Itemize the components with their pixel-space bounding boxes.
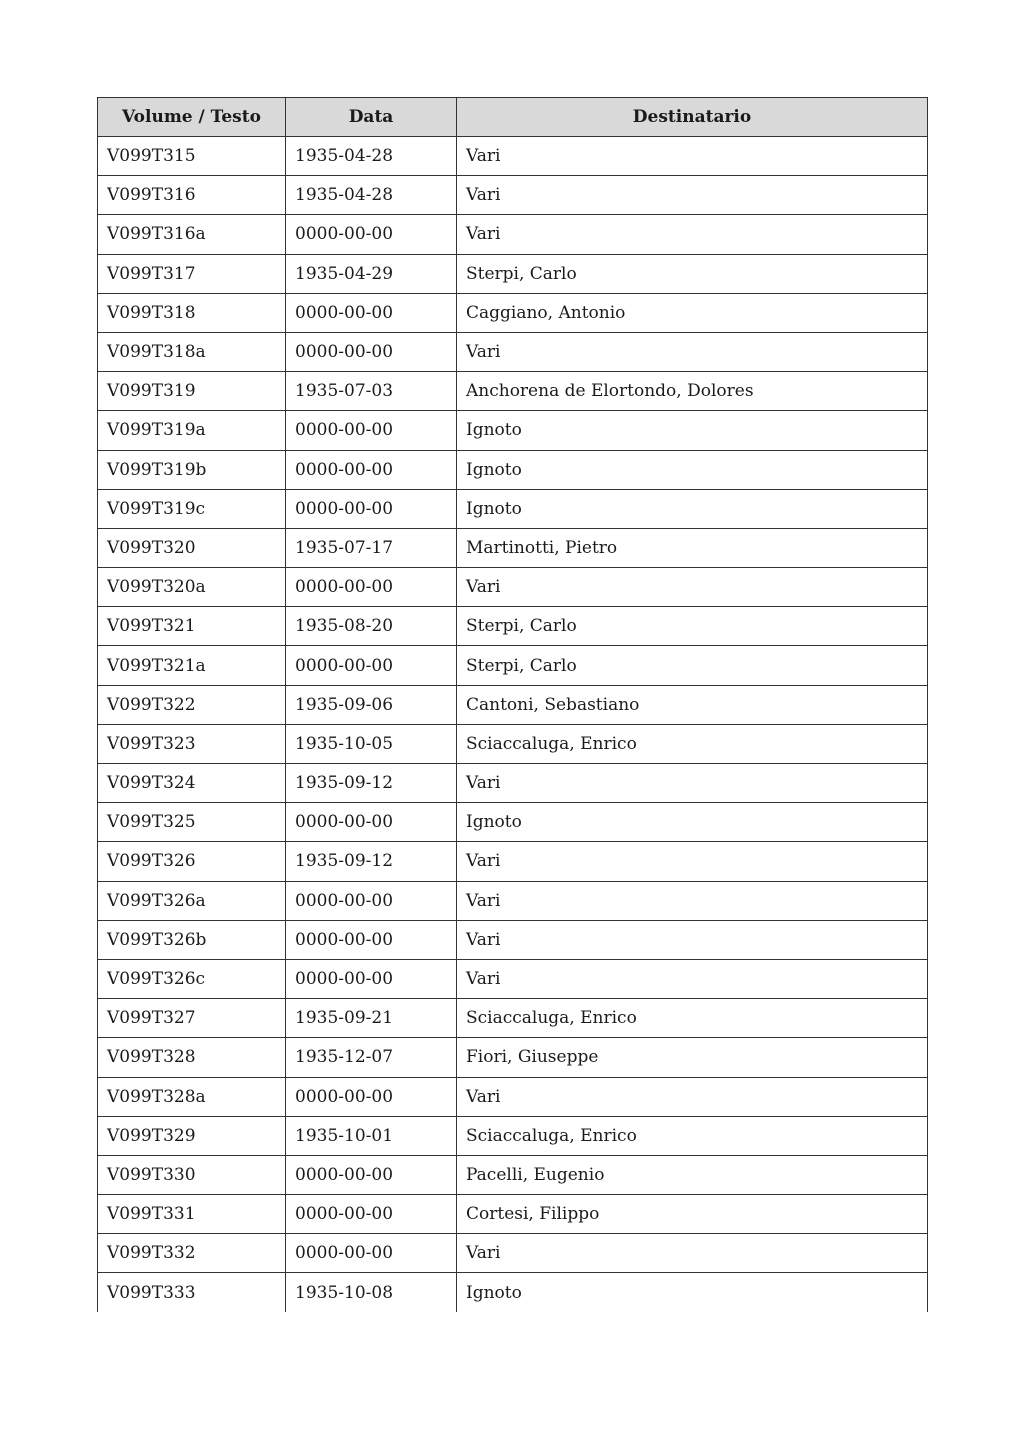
recipient-cell: Ignoto	[457, 489, 928, 528]
recipient-cell: Vari	[457, 332, 928, 371]
recipient-cell: Ignoto	[457, 1273, 928, 1312]
table-row	[98, 254, 928, 293]
date-cell: 0000-00-00	[286, 489, 457, 528]
volume-cell: V099T329	[98, 1116, 286, 1155]
volume-cell: V099T323	[98, 724, 286, 763]
recipient-cell: Vari	[457, 568, 928, 607]
date-cell: 0000-00-00	[286, 1195, 457, 1234]
table-row	[98, 176, 928, 215]
table-row	[98, 1273, 928, 1312]
recipient-cell: Vari	[457, 137, 928, 176]
volume-cell: V099T327	[98, 999, 286, 1038]
recipient-cell: Vari	[457, 176, 928, 215]
table-row	[98, 803, 928, 842]
volume-cell: V099T322	[98, 685, 286, 724]
volume-cell: V099T324	[98, 764, 286, 803]
recipient-cell: Pacelli, Eugenio	[457, 1155, 928, 1194]
table-header-row	[98, 98, 928, 137]
volume-cell: V099T330	[98, 1155, 286, 1194]
table-row	[98, 999, 928, 1038]
table-row	[98, 332, 928, 371]
volume-cell: V099T317	[98, 254, 286, 293]
recipient-cell: Caggiano, Antonio	[457, 293, 928, 332]
table-row	[98, 528, 928, 567]
recipient-cell: Martinotti, Pietro	[457, 528, 928, 567]
volume-cell: V099T320	[98, 528, 286, 567]
table-row	[98, 215, 928, 254]
table-row	[98, 372, 928, 411]
table-row	[98, 1155, 928, 1194]
volume-cell: V099T326	[98, 842, 286, 881]
volume-cell: V099T319c	[98, 489, 286, 528]
volume-cell: V099T326b	[98, 920, 286, 959]
date-cell: 0000-00-00	[286, 215, 457, 254]
volume-cell: V099T321	[98, 607, 286, 646]
date-cell: 1935-07-17	[286, 528, 457, 567]
table-row	[98, 959, 928, 998]
volume-cell: V099T318a	[98, 332, 286, 371]
volume-cell: V099T319b	[98, 450, 286, 489]
letters-register-table	[97, 97, 928, 1312]
date-cell: 1935-10-01	[286, 1116, 457, 1155]
date-cell: 0000-00-00	[286, 920, 457, 959]
recipient-cell: Sterpi, Carlo	[457, 607, 928, 646]
recipient-cell: Vari	[457, 959, 928, 998]
table-row	[98, 450, 928, 489]
date-cell: 0000-00-00	[286, 411, 457, 450]
table-row	[98, 1116, 928, 1155]
date-cell: 0000-00-00	[286, 646, 457, 685]
table-row	[98, 137, 928, 176]
recipient-cell: Vari	[457, 842, 928, 881]
date-cell: 0000-00-00	[286, 881, 457, 920]
table-row	[98, 489, 928, 528]
volume-cell: V099T328a	[98, 1077, 286, 1116]
volume-cell: V099T316	[98, 176, 286, 215]
table-row	[98, 881, 928, 920]
volume-cell: V099T325	[98, 803, 286, 842]
date-cell: 0000-00-00	[286, 803, 457, 842]
volume-cell: V099T328	[98, 1038, 286, 1077]
volume-cell: V099T332	[98, 1234, 286, 1273]
date-cell: 1935-10-08	[286, 1273, 457, 1312]
recipient-cell: Vari	[457, 215, 928, 254]
recipient-cell: Vari	[457, 1077, 928, 1116]
table-row	[98, 724, 928, 763]
recipient-cell: Ignoto	[457, 450, 928, 489]
recipient-cell: Vari	[457, 764, 928, 803]
table-row	[98, 1038, 928, 1077]
volume-cell: V099T319	[98, 372, 286, 411]
date-cell: 0000-00-00	[286, 450, 457, 489]
table-row	[98, 1234, 928, 1273]
volume-cell: V099T326a	[98, 881, 286, 920]
table-row	[98, 842, 928, 881]
recipient-cell: Cortesi, Filippo	[457, 1195, 928, 1234]
recipient-cell: Sciaccaluga, Enrico	[457, 1116, 928, 1155]
recipient-cell: Vari	[457, 1234, 928, 1273]
volume-cell: V099T318	[98, 293, 286, 332]
recipient-cell: Sterpi, Carlo	[457, 646, 928, 685]
volume-cell: V099T331	[98, 1195, 286, 1234]
date-cell: 1935-12-07	[286, 1038, 457, 1077]
date-cell: 1935-09-12	[286, 842, 457, 881]
date-cell: 1935-08-20	[286, 607, 457, 646]
recipient-cell: Sciaccaluga, Enrico	[457, 724, 928, 763]
table-row	[98, 646, 928, 685]
recipient-cell: Ignoto	[457, 803, 928, 842]
column-header-recipient: Destinatario	[457, 98, 928, 137]
date-cell: 1935-09-12	[286, 764, 457, 803]
table-row	[98, 607, 928, 646]
column-header-date: Data	[286, 98, 457, 137]
volume-cell: V099T333	[98, 1273, 286, 1312]
date-cell: 0000-00-00	[286, 332, 457, 371]
table-row	[98, 1077, 928, 1116]
recipient-cell: Sciaccaluga, Enrico	[457, 999, 928, 1038]
date-cell: 1935-10-05	[286, 724, 457, 763]
recipient-cell: Ignoto	[457, 411, 928, 450]
column-header-volume: Volume / Testo	[98, 98, 286, 137]
table-row	[98, 411, 928, 450]
table-row	[98, 568, 928, 607]
table-row	[98, 920, 928, 959]
date-cell: 1935-09-21	[286, 999, 457, 1038]
date-cell: 0000-00-00	[286, 1234, 457, 1273]
volume-cell: V099T315	[98, 137, 286, 176]
recipient-cell: Cantoni, Sebastiano	[457, 685, 928, 724]
table-row	[98, 293, 928, 332]
volume-cell: V099T319a	[98, 411, 286, 450]
date-cell: 0000-00-00	[286, 568, 457, 607]
table-row	[98, 764, 928, 803]
date-cell: 1935-04-28	[286, 137, 457, 176]
date-cell: 0000-00-00	[286, 293, 457, 332]
date-cell: 1935-07-03	[286, 372, 457, 411]
date-cell: 1935-04-28	[286, 176, 457, 215]
volume-cell: V099T316a	[98, 215, 286, 254]
table-row	[98, 1195, 928, 1234]
recipient-cell: Sterpi, Carlo	[457, 254, 928, 293]
date-cell: 1935-09-06	[286, 685, 457, 724]
recipient-cell: Vari	[457, 881, 928, 920]
recipient-cell: Anchorena de Elortondo, Dolores	[457, 372, 928, 411]
table-row	[98, 685, 928, 724]
recipient-cell: Fiori, Giuseppe	[457, 1038, 928, 1077]
table-body	[98, 137, 928, 1313]
date-cell: 0000-00-00	[286, 959, 457, 998]
volume-cell: V099T320a	[98, 568, 286, 607]
volume-cell: V099T326c	[98, 959, 286, 998]
volume-cell: V099T321a	[98, 646, 286, 685]
recipient-cell: Vari	[457, 920, 928, 959]
date-cell: 0000-00-00	[286, 1155, 457, 1194]
date-cell: 1935-04-29	[286, 254, 457, 293]
date-cell: 0000-00-00	[286, 1077, 457, 1116]
